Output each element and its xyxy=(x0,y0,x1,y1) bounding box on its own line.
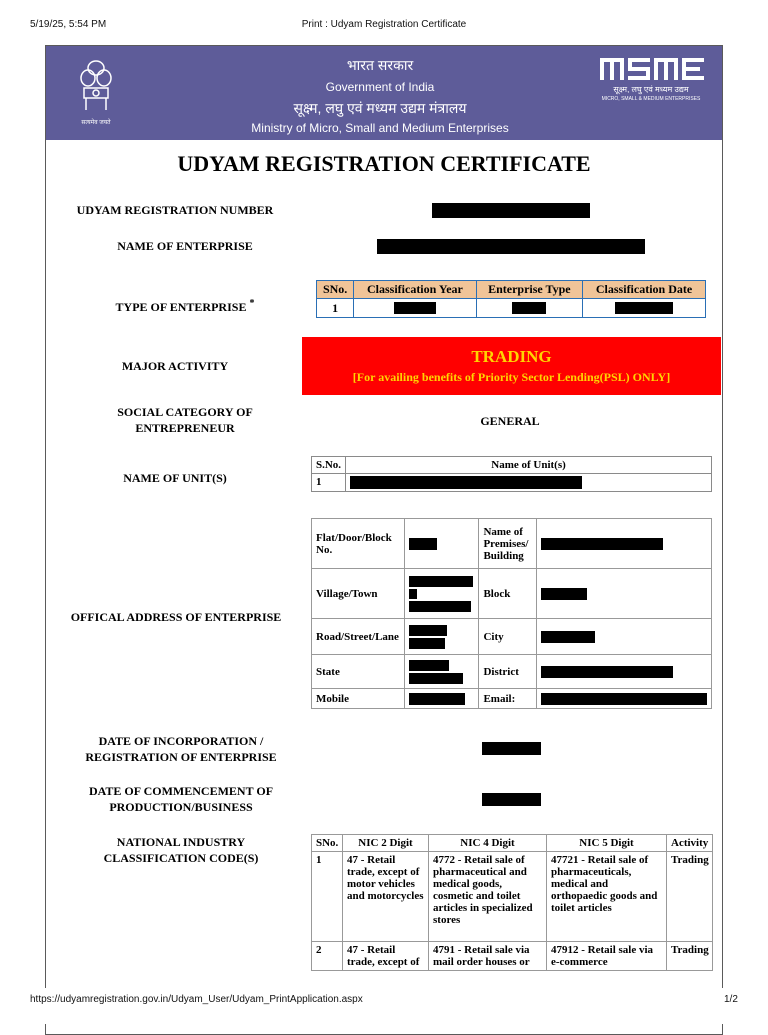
addr-state-value xyxy=(405,655,479,689)
cls-date-redacted xyxy=(615,302,673,314)
banner-ministry: Ministry of Micro, Small and Medium Enterprises xyxy=(251,121,509,135)
nic-row2-activity: Trading xyxy=(667,942,713,971)
print-title: Print : Udyam Registration Certificate xyxy=(301,19,467,30)
city-redacted xyxy=(541,631,595,643)
emblem-caption: सत्यमेव जयते xyxy=(81,120,111,126)
type-of-enterprise-label xyxy=(60,296,310,315)
addr-village-value xyxy=(405,569,479,619)
nic-row2-nic5: 47912 - Retail sale via e-commerce xyxy=(547,942,667,971)
reg-number-redacted xyxy=(432,203,590,218)
district-redacted xyxy=(541,666,673,678)
nic-header-4digit: NIC 4 Digit xyxy=(429,835,547,852)
cls-header-type: Enterprise Type xyxy=(476,281,583,299)
major-activity-label: MAJOR ACTIVITY xyxy=(121,359,229,373)
addr-premises-label: Name of Premises/ Building xyxy=(479,519,537,569)
addr-village-label: Village/Town xyxy=(312,569,405,619)
addr-mobile-label: Mobile xyxy=(312,689,405,709)
addr-district-value xyxy=(537,655,712,689)
national-emblem-icon xyxy=(78,58,114,122)
cls-row-date xyxy=(583,299,706,318)
type-star: * xyxy=(249,298,255,309)
units-table xyxy=(311,456,712,492)
social-category-line1: SOCIAL CATEGORY OF xyxy=(117,405,253,419)
addr-city-label: City xyxy=(479,619,537,655)
addr-road-label: Road/Street/Lane xyxy=(312,619,405,655)
unit-name-redacted xyxy=(350,476,582,489)
nic-row2-nic4: 4791 - Retail sale via mail order houses or xyxy=(429,942,547,971)
village-redacted-1 xyxy=(409,576,473,587)
cls-year-redacted xyxy=(394,302,436,314)
road-redacted-2 xyxy=(409,638,445,649)
nic-table xyxy=(311,834,713,971)
mobile-redacted xyxy=(409,693,465,705)
units-row-name xyxy=(346,474,712,492)
village-redacted-3 xyxy=(409,601,471,612)
nic-row xyxy=(312,852,713,942)
addr-mobile-value xyxy=(405,689,479,709)
units-header-sno: S.No. xyxy=(312,457,346,474)
banner-govt: Government of India xyxy=(325,80,435,94)
date-commencement-redacted xyxy=(482,793,541,806)
banner-hindi-govt: भारत सरकार xyxy=(346,57,414,73)
nic-row1-nic2: 47 - Retail trade, except of motor vehicles and motorcycles xyxy=(343,852,429,942)
nic-label-line2: CLASSIFICATION CODE(S) xyxy=(103,851,259,865)
nic-header-2digit: NIC 2 Digit xyxy=(343,835,429,852)
nic-row1-activity: Trading xyxy=(667,852,713,942)
nic-row2-sno: 2 xyxy=(312,942,343,971)
print-datetime: 5/19/25, 5:54 PM xyxy=(30,19,107,30)
cls-row-sno: 1 xyxy=(317,299,354,318)
social-category-value: GENERAL xyxy=(480,414,540,428)
units-header-name: Name of Unit(s) xyxy=(346,457,712,474)
msme-logo-icon xyxy=(600,58,704,80)
addr-email-value xyxy=(537,689,712,709)
cls-row-year xyxy=(354,299,476,318)
village-redacted-2 xyxy=(409,589,417,599)
addr-road-value xyxy=(405,619,479,655)
date-commencement-line2: PRODUCTION/BUSINESS xyxy=(109,800,253,814)
print-url: https://udyamregistration.gov.in/Udyam_User/Udyam_PrintApplication.aspx xyxy=(30,994,363,1005)
addr-email-label: Email: xyxy=(479,689,537,709)
addr-block-label: Block xyxy=(479,569,537,619)
nic-row xyxy=(312,942,713,971)
type-of-enterprise-text: TYPE OF ENTERPRISE xyxy=(115,300,247,314)
msme-english: MICRO, SMALL & MEDIUM ENTERPRISES xyxy=(601,96,701,102)
social-category-line2: ENTREPRENEUR xyxy=(135,421,235,435)
date-commencement-label xyxy=(56,783,306,815)
classification-table xyxy=(316,280,706,318)
flat-redacted xyxy=(409,538,437,550)
addr-state-label: State xyxy=(312,655,405,689)
certificate-title: UDYAM REGISTRATION CERTIFICATE xyxy=(177,151,591,176)
road-redacted-1 xyxy=(409,625,447,636)
nic-row2-nic2: 47 - Retail trade, except of xyxy=(343,942,429,971)
banner-hindi-ministry: सूक्ष्म, लघु एवं मध्यम उद्यम मंत्रालय xyxy=(293,100,467,116)
major-activity-box xyxy=(302,337,721,395)
nic-row1-sno: 1 xyxy=(312,852,343,942)
addr-city-value xyxy=(537,619,712,655)
date-commencement-line1: DATE OF COMMENCEMENT OF xyxy=(88,784,274,798)
social-category-label xyxy=(60,404,310,436)
state-redacted-1 xyxy=(409,660,449,671)
date-incorporation-redacted xyxy=(482,742,541,755)
nic-header-5digit: NIC 5 Digit xyxy=(547,835,667,852)
addr-block-value xyxy=(537,569,712,619)
nic-row1-nic5: 47721 - Retail sale of pharmaceuticals, medical and orthopaedic goods and toilet articles xyxy=(547,852,667,942)
date-incorporation-line2: REGISTRATION OF ENTERPRISE xyxy=(85,750,277,764)
cls-header-sno: SNo. xyxy=(317,281,354,299)
cls-header-year: Classification Year xyxy=(354,281,476,299)
name-of-enterprise-label: NAME OF ENTERPRISE xyxy=(117,239,253,253)
cls-type-redacted xyxy=(512,302,546,314)
addr-premises-value xyxy=(537,519,712,569)
date-incorporation-line1: DATE OF INCORPORATION / xyxy=(98,734,264,748)
official-address-label: OFFICAL ADDRESS OF ENTERPRISE xyxy=(70,610,282,624)
major-activity-note: [For availing benefits of Priority Sector Lending(PSL) ONLY] xyxy=(352,370,671,384)
enterprise-name-redacted xyxy=(377,239,645,254)
addr-district-label: District xyxy=(479,655,537,689)
nic-header-sno: SNo. xyxy=(312,835,343,852)
date-incorporation-label xyxy=(56,733,306,765)
reg-number-label: UDYAM REGISTRATION NUMBER xyxy=(76,203,274,217)
nic-label xyxy=(56,834,306,866)
units-row-sno: 1 xyxy=(312,474,346,492)
nic-label-line1: NATIONAL INDUSTRY xyxy=(116,835,246,849)
email-redacted xyxy=(541,693,707,705)
address-table xyxy=(311,518,712,709)
nic-header-activity: Activity xyxy=(667,835,713,852)
block-redacted xyxy=(541,588,587,600)
state-redacted-2 xyxy=(409,673,463,684)
nic-row1-nic4: 4772 - Retail sale of pharmaceutical and medical goods, cosmetic and toilet articles in specialized stores xyxy=(429,852,547,942)
print-page-number: 1/2 xyxy=(724,994,738,1005)
msme-hindi: सूक्ष्म, लघु एवं मध्यम उद्यम xyxy=(613,85,689,94)
premises-redacted xyxy=(541,538,663,550)
cls-row-type xyxy=(476,299,583,318)
cls-header-date: Classification Date xyxy=(583,281,706,299)
major-activity-value: TRADING xyxy=(471,347,552,366)
addr-flat-value xyxy=(405,519,479,569)
addr-flat-label: Flat/Door/Block No. xyxy=(312,519,405,569)
name-of-units-label: NAME OF UNIT(S) xyxy=(123,471,227,485)
